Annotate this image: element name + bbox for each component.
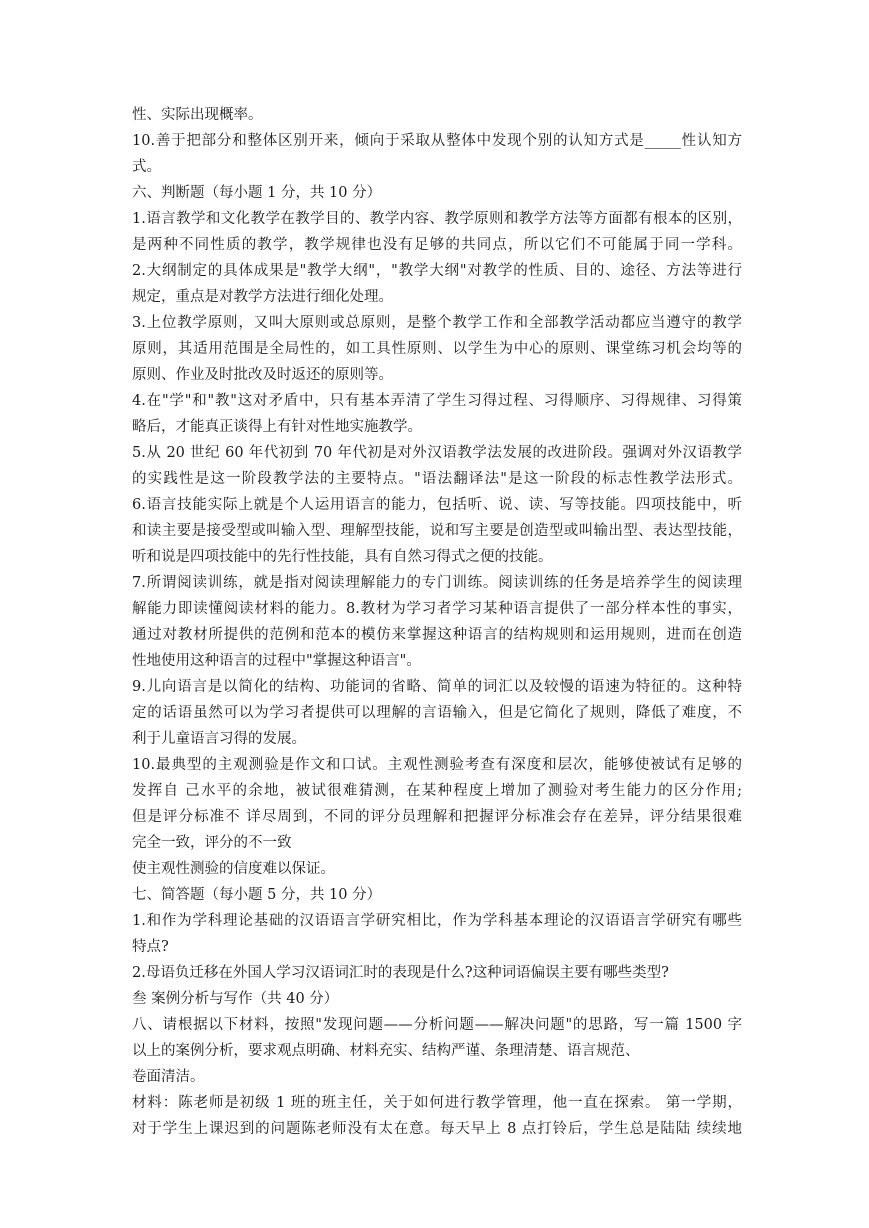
text-line: 对于学生上课迟到的问题陈老师没有太在意。每天早上 8 点打铃后，学生总是陆陆 续续地 xyxy=(132,1121,742,1137)
text-line: 6.语言技能实际上就是个人运用语言的能力，包括听、说、读、写等技能。四项技能中，听 xyxy=(132,497,742,513)
text-line: 5.从 20 世纪 60 年代初到 70 年代初是对外汉语教学法发展的改进阶段。强调对外汉语教学 xyxy=(132,445,742,461)
text-line: 1.语言教学和文化教学在教学目的、教学内容、教学原则和教学方法等方面都有根本的区别， xyxy=(132,211,742,227)
text-line: 9.儿向语言是以简化的结构、功能词的省略、简单的词汇以及较慢的语速为特征的。这种特 xyxy=(132,679,742,695)
text-line: 材料：陈老师是初级 1 班的班主任，关于如何进行教学管理，他一直在探索。 第一学期， xyxy=(132,1095,742,1111)
text-line: 规定，重点是对教学方法进行细化处理。 xyxy=(132,289,393,305)
text-line: 式。 xyxy=(132,159,161,175)
text-line: 性地使用这种语言的过程中"掌握这种语言"。 xyxy=(132,653,421,669)
text-line: 和读主要是接受型或叫输入型、理解型技能，说和写主要是创造型或叫输出型、表达型技能， xyxy=(132,523,742,539)
text-line: 10.最典型的主观测验是作文和口试。主观性测验考查有深度和层次，能够使被试有足够的 xyxy=(132,757,742,773)
text-line: 2.大纲制定的具体成果是"教学大纲"，"教学大纲"对教学的性质、目的、途径、方法等进行 xyxy=(132,263,742,279)
text-line: 性、实际出现概率。 xyxy=(132,107,263,123)
text-line: 原则，其适用范围是全局性的，如工具性原则、以学生为中心的原则、课堂练习机会均等的 xyxy=(132,341,742,357)
text-line: 八、请根据以下材料，按照"发现问题——分析问题——解决问题"的思路，写一篇 1500 字 xyxy=(132,1017,742,1033)
text-line: 7.所谓阅读训练，就是指对阅读理解能力的专门训练。阅读训练的任务是培养学生的阅读理 xyxy=(132,575,742,591)
text-line: 解能力即读懂阅读材料的能力。8.教材为学习者学习某种语言提供了一部分样本性的事实， xyxy=(132,601,742,617)
section-heading: 七、简答题（每小题 5 分，共 10 分） xyxy=(132,887,382,903)
text-line: 但是评分标准不 详尽周到，不同的评分员理解和把握评分标准会存在差异，评分结果很难 xyxy=(132,809,742,825)
text-line: 发挥自 己水平的余地，被试很难猜测，在某种程度上增加了测验对考生能力的区分作用; xyxy=(132,783,742,799)
text-line: 定的话语虽然可以为学习者提供可以理解的言语输入，但是它简化了规则，降低了难度，不 xyxy=(132,705,742,721)
text-line: 10.善于把部分和整体区别开来，倾向于采取从整体中发现个别的认知方式是_____性认知方 xyxy=(132,133,742,149)
section-heading: 六、判断题（每小题 1 分，共 10 分） xyxy=(132,185,382,201)
text-line: 卷面清洁。 xyxy=(132,1069,205,1085)
text-line: 的实践性是这一阶段教学法的主要特点。"语法翻译法"是这一阶段的标志性教学法形式。 xyxy=(132,471,742,487)
text-line: 听和说是四项技能中的先行性技能，具有自然习得式之便的技能。 xyxy=(132,549,553,565)
text-line: 使主观性测验的信度难以保证。 xyxy=(132,861,335,877)
text-line: 2.母语负迁移在外国人学习汉语词汇时的表现是什么?这种词语偏误主要有哪些类型? xyxy=(132,965,669,981)
text-line: 完全一致，评分的不一致 xyxy=(132,835,292,851)
text-line: 原则、作业及时批改及时返还的原则等。 xyxy=(132,367,393,383)
text-line: 通过对教材所提供的范例和范本的模仿来掌握这种语言的结构规则和运用规则，进而在创造 xyxy=(132,627,742,643)
text-line: 1.和作为学科理论基础的汉语语言学研究相比，作为学科基本理论的汉语语言学研究有哪些 xyxy=(132,913,742,929)
text-line: 4.在"学"和"教"这对矛盾中，只有基本弄清了学生习得过程、习得顺序、习得规律、习得策 xyxy=(132,393,742,409)
text-line: 以上的案例分析，要求观点明确、材料充实、结构严谨、条理清楚、语言规范、 xyxy=(132,1043,640,1059)
text-line: 特点? xyxy=(132,939,169,955)
text-line: 略后，才能真正谈得上有针对性地实施教学。 xyxy=(132,419,422,435)
section-heading: 叁 案例分析与写作（共 40 分） xyxy=(132,991,339,1007)
text-line: 利于儿童语言习得的发展。 xyxy=(132,731,306,747)
text-line: 是两种不同性质的教学，教学规律也没有足够的共同点，所以它们不可能属于同一学科。 xyxy=(132,237,742,253)
text-line: 3.上位教学原则，又叫大原则或总原则，是整个教学工作和全部教学活动都应当遵守的教学 xyxy=(132,315,742,331)
